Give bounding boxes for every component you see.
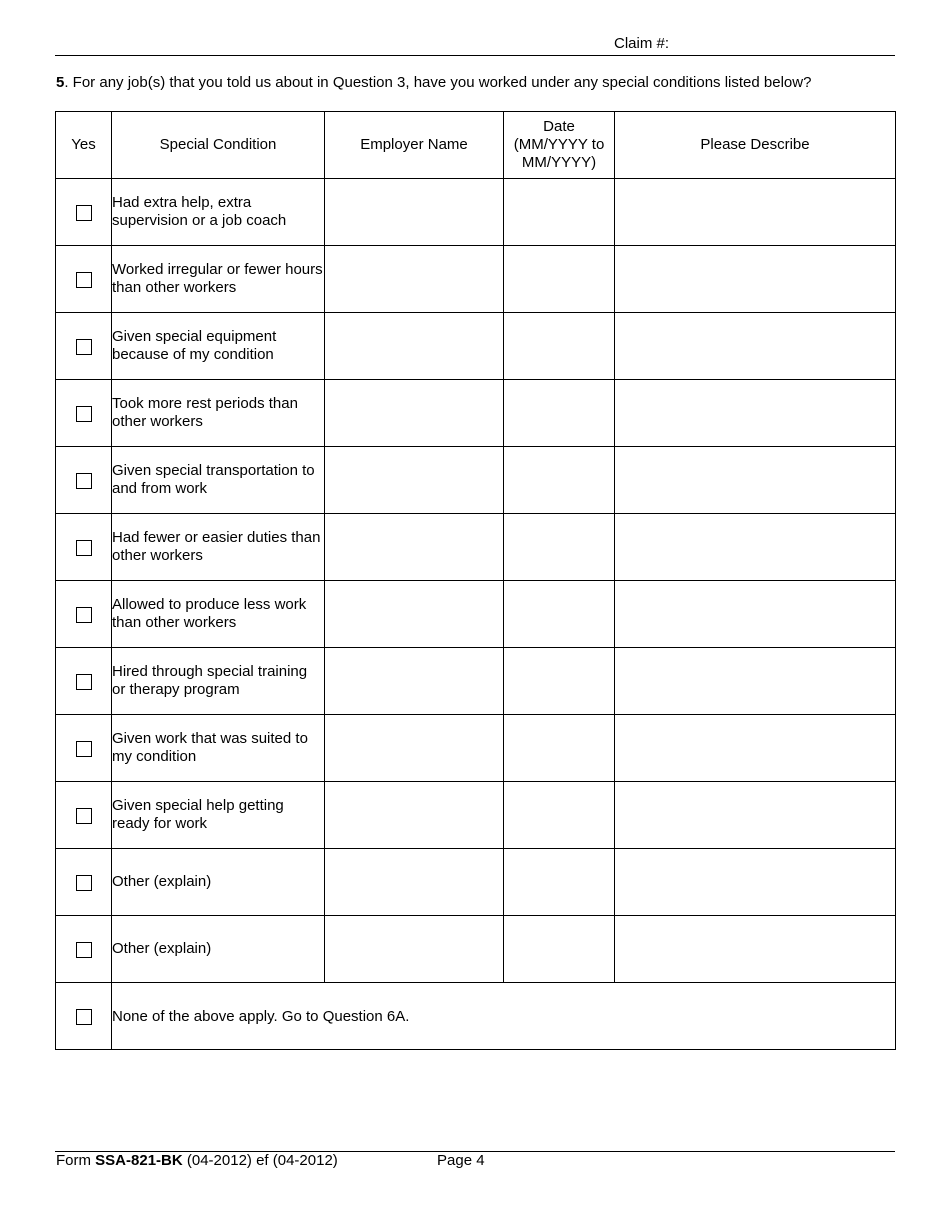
special-condition-cell: Given work that was suited to my condition (112, 715, 325, 782)
table-row (56, 179, 896, 246)
description-field[interactable] (615, 447, 896, 514)
header-date (504, 112, 615, 179)
table-row (56, 380, 896, 447)
table-row (56, 313, 896, 380)
question-5-text (56, 74, 811, 91)
table-row (56, 715, 896, 782)
special-condition-cell: Worked irregular or fewer hours than other workers (112, 246, 325, 313)
none-apply-yes-cell (56, 983, 112, 1050)
special-condition-cell: Other (explain) (112, 849, 325, 916)
employer-name-field[interactable] (325, 380, 504, 447)
header-employer-name: Employer Name (325, 112, 504, 179)
table-row (56, 246, 896, 313)
date-range-field[interactable] (504, 849, 615, 916)
yes-cell (56, 447, 112, 514)
yes-cell (56, 581, 112, 648)
description-field[interactable] (615, 648, 896, 715)
yes-checkbox[interactable] (76, 942, 92, 958)
yes-cell (56, 313, 112, 380)
table-row (56, 581, 896, 648)
employer-name-field[interactable] (325, 246, 504, 313)
table-row (56, 916, 896, 983)
yes-cell (56, 648, 112, 715)
description-field[interactable] (615, 380, 896, 447)
yes-checkbox[interactable] (76, 540, 92, 556)
employer-name-field[interactable] (325, 715, 504, 782)
header-date-line1: Date (543, 118, 575, 135)
date-range-field[interactable] (504, 514, 615, 581)
employer-name-field[interactable] (325, 648, 504, 715)
date-range-field[interactable] (504, 179, 615, 246)
table-header-row (56, 112, 896, 179)
special-condition-cell: Given special transportation to and from work (112, 447, 325, 514)
special-condition-cell: Allowed to produce less work than other workers (112, 581, 325, 648)
yes-cell (56, 782, 112, 849)
yes-checkbox[interactable] (76, 339, 92, 355)
table-row (56, 648, 896, 715)
description-field[interactable] (615, 581, 896, 648)
table-row (56, 514, 896, 581)
date-range-field[interactable] (504, 581, 615, 648)
yes-checkbox[interactable] (76, 674, 92, 690)
description-field[interactable] (615, 782, 896, 849)
table-row (56, 782, 896, 849)
footer-form-prefix: Form (56, 1152, 96, 1169)
header-divider (55, 55, 895, 56)
description-field[interactable] (615, 849, 896, 916)
question-prompt: . For any job(s) that you told us about in Question 3, have you worked under any special conditions listed below? (64, 74, 812, 91)
none-apply-row (56, 983, 896, 1050)
yes-cell (56, 715, 112, 782)
yes-cell (56, 179, 112, 246)
table-row (56, 447, 896, 514)
employer-name-field[interactable] (325, 782, 504, 849)
footer-form-id: SSA-821-BK (95, 1152, 183, 1169)
date-range-field[interactable] (504, 715, 615, 782)
footer-form-number (56, 1152, 338, 1169)
yes-cell (56, 246, 112, 313)
condition-rows (56, 179, 896, 983)
special-condition-cell: Given special equipment because of my condition (112, 313, 325, 380)
none-apply-text: None of the above apply. Go to Question 6A. (112, 983, 896, 1050)
employer-name-field[interactable] (325, 313, 504, 380)
special-condition-cell: Hired through special training or therapy program (112, 648, 325, 715)
header-date-line2: (MM/YYYY to (513, 136, 605, 153)
special-condition-cell: Other (explain) (112, 916, 325, 983)
date-range-field[interactable] (504, 313, 615, 380)
yes-cell (56, 380, 112, 447)
employer-name-field[interactable] (325, 581, 504, 648)
yes-checkbox[interactable] (76, 875, 92, 891)
footer-form-suffix: (04-2012) ef (04-2012) (182, 1152, 338, 1169)
description-field[interactable] (615, 246, 896, 313)
header-yes: Yes (56, 112, 112, 179)
employer-name-field[interactable] (325, 447, 504, 514)
yes-checkbox[interactable] (76, 205, 92, 221)
date-range-field[interactable] (504, 380, 615, 447)
description-field[interactable] (615, 916, 896, 983)
date-range-field[interactable] (504, 246, 615, 313)
employer-name-field[interactable] (325, 849, 504, 916)
date-range-field[interactable] (504, 648, 615, 715)
header-special-condition: Special Condition (112, 112, 325, 179)
date-range-field[interactable] (504, 447, 615, 514)
none-apply-checkbox[interactable] (76, 1009, 92, 1025)
description-field[interactable] (615, 514, 896, 581)
date-range-field[interactable] (504, 782, 615, 849)
employer-name-field[interactable] (325, 514, 504, 581)
description-field[interactable] (615, 313, 896, 380)
special-condition-cell: Had extra help, extra supervision or a job coach (112, 179, 325, 246)
yes-cell (56, 514, 112, 581)
header-date-line3: MM/YYYY) (521, 154, 597, 171)
yes-checkbox[interactable] (76, 741, 92, 757)
description-field[interactable] (615, 179, 896, 246)
special-condition-cell: Given special help getting ready for work (112, 782, 325, 849)
yes-checkbox[interactable] (76, 272, 92, 288)
special-conditions-table (55, 111, 896, 1050)
special-condition-cell: Took more rest periods than other workers (112, 380, 325, 447)
employer-name-field[interactable] (325, 916, 504, 983)
claim-number-label: Claim #: (614, 35, 670, 52)
question-number: 5 (56, 74, 65, 91)
header-please-describe: Please Describe (615, 112, 896, 179)
yes-checkbox[interactable] (76, 607, 92, 623)
special-condition-cell: Had fewer or easier duties than other workers (112, 514, 325, 581)
yes-checkbox[interactable] (76, 406, 92, 422)
description-field[interactable] (615, 715, 896, 782)
footer-page-number: Page 4 (437, 1152, 485, 1169)
yes-checkbox[interactable] (76, 808, 92, 824)
date-range-field[interactable] (504, 916, 615, 983)
yes-cell (56, 916, 112, 983)
table-row (56, 849, 896, 916)
employer-name-field[interactable] (325, 179, 504, 246)
yes-cell (56, 849, 112, 916)
yes-checkbox[interactable] (76, 473, 92, 489)
